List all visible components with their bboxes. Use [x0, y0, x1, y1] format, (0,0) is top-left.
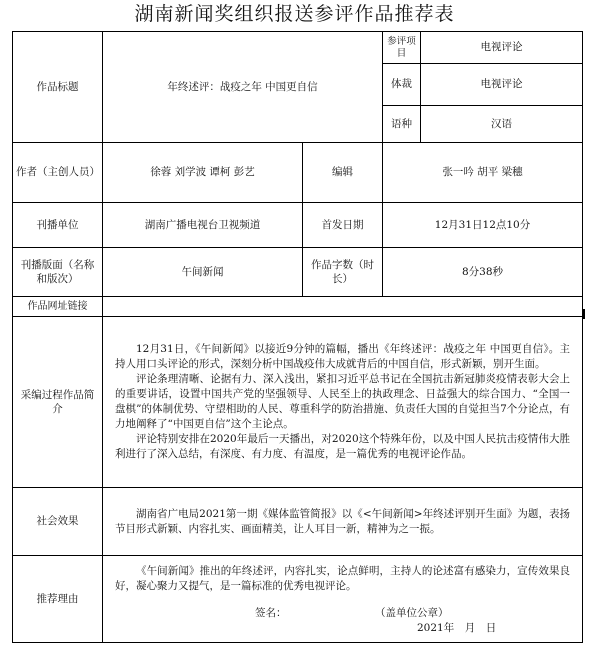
- intro-paragraph-1: 12月31日，《午间新闻》以接近9分钟的篇幅，播出《年终述评：战疫之年 中国更自信》。主持人用口头评论的形式，深刻分析中国战疫伟大成就背后的中国自信，形式新颖，别开生面。: [115, 343, 571, 370]
- sign-date: 2021年 月 日: [417, 622, 497, 634]
- publisher-value: 湖南广播电视台卫视频道: [103, 203, 303, 248]
- intro-content: [103, 317, 583, 488]
- reason-content: [103, 556, 583, 643]
- author-label: 作者（主创人员）: [13, 143, 103, 203]
- publisher-label: 刊播单位: [13, 203, 103, 248]
- intro-paragraph-2: 评论条理清晰、论据有力、深入浅出，紧扣习近平总书记在全国抗击新冠肺炎疫情表彰大会上的重要讲话，设置中国共产党的坚强领导、人民至上的执政理念、日益强大的综合国力、“全国一盘棋”的体制优势、守望相助的人民、尊重科学的防治措施、负责任大国的自觉担当7个分论点，有力地阐释了“中国更自信”这个主论点。: [115, 373, 571, 430]
- genre-label: 体裁: [383, 64, 421, 106]
- reason-label: 推荐理由: [13, 556, 103, 643]
- effect-text: 湖南省广电局2021第一期《媒体监管简报》以《<午间新闻>年终述评别开生面》为题，表扬节目形式新颖、内容扎实、画面精美，让人耳目一新，精神为之一振。: [115, 507, 571, 535]
- language-value: 汉语: [421, 106, 583, 143]
- release-date-label: 首发日期: [303, 203, 383, 248]
- link-value[interactable]: [103, 297, 583, 317]
- link-label: 作品网址链接: [13, 297, 103, 317]
- recommendation-form-table: [12, 31, 583, 643]
- reason-text: 《午间新闻》推出的年终述评，内容扎实，论点鲜明，主持人的论述富有感染力，宣传效果良好，凝心聚力又提气，是一篇标准的优秀电视评论。: [115, 565, 571, 592]
- editor-label: 编辑: [303, 143, 383, 203]
- category-value: 电视评论: [421, 32, 583, 64]
- category-label: 参评项目: [383, 32, 421, 64]
- edge-marker: [583, 309, 585, 319]
- work-title-label: 作品标题: [13, 32, 103, 143]
- program-label: 刊播版面（名称和版次）: [13, 248, 103, 297]
- genre-value: 电视评论: [421, 64, 583, 106]
- length-label: 作品字数（时长）: [303, 248, 383, 297]
- work-title-value: 年终述评：战疫之年 中国更自信: [103, 32, 383, 143]
- length-value: 8分38秒: [383, 248, 583, 297]
- intro-paragraph-3: 评论特别安排在2020年最后一天播出，对2020这个特殊年份，以及中国人民抗击疫情伟大胜利进行了深入总结，有深度、有力度、有温度，是一篇优秀的电视评论作品。: [115, 433, 571, 460]
- language-label: 语种: [383, 106, 421, 143]
- form-title: 湖南新闻奖组织报送参评作品推荐表: [134, 3, 455, 25]
- signature-label: 签名：: [255, 607, 287, 619]
- intro-label: 采编过程作品简介: [13, 317, 103, 488]
- editor-value: 张一吟 胡平 梁穗: [383, 143, 583, 203]
- effect-content: [103, 488, 583, 556]
- effect-label: 社会效果: [13, 488, 103, 556]
- seal-note: （盖单位公章）: [375, 607, 449, 619]
- release-date-value: 12月31日12点10分: [383, 203, 583, 248]
- program-value: 午间新闻: [103, 248, 303, 297]
- author-value: 徐蓉 刘学波 谭柯 彭艺: [103, 143, 303, 203]
